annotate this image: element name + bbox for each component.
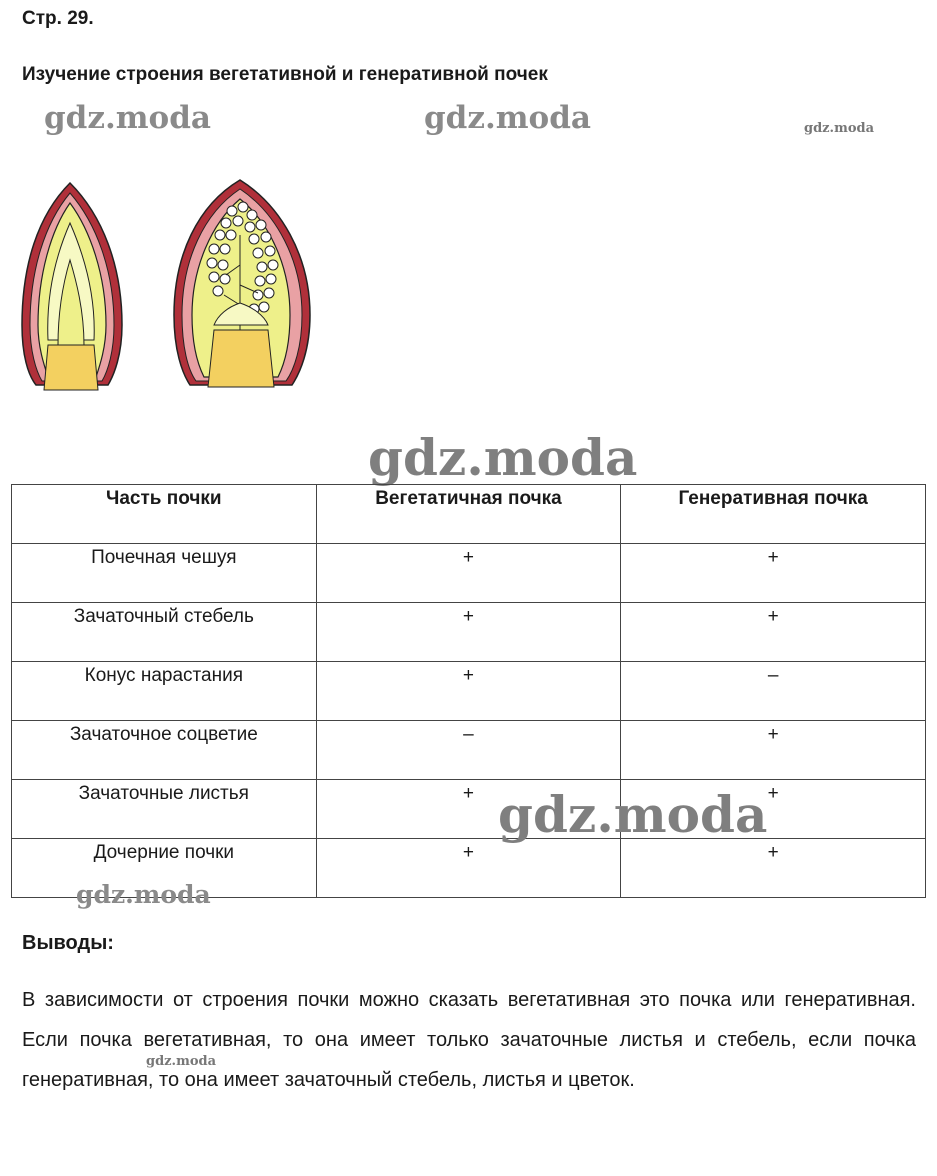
cell-part: Зачаточные листья [12,780,317,839]
generative-bud-section [174,180,310,387]
cell-generative: + [621,544,926,603]
watermark: gdz.moda [76,880,211,909]
table-row [12,544,926,603]
watermark: gdz.moda [498,785,768,844]
cell-part: Зачаточное соцветие [12,721,317,780]
cell-generative: + [621,780,926,839]
cell-part: Конус нарастания [12,662,317,721]
cell-generative: – [621,662,926,721]
watermark: gdz.moda [424,100,591,136]
cell-generative: + [621,603,926,662]
cell-vegetative: – [316,721,621,780]
cell-generative: + [621,839,926,898]
table-row [12,662,926,721]
column-header-generative: Генеративная почка [621,485,926,544]
cell-vegetative: + [316,603,621,662]
conclusions-heading: Выводы: [22,932,114,954]
table-row [12,603,926,662]
cell-part: Дочерние почки [12,839,317,898]
cell-part: Почечная чешуя [12,544,317,603]
column-header-part: Часть почки [12,485,317,544]
watermark: gdz.moda [146,1054,217,1069]
watermark: gdz.moda [804,121,875,136]
vegetative-bud-section [22,183,122,390]
bud-comparison-table [11,484,926,898]
page-title: Изучение строения вегетативной и генеративной почек [22,64,548,85]
table-header-row [12,485,926,544]
conclusions-text: В зависимости от строения почки можно сказать вегетативная это почка или генеративная. Если почка вегетативная, то она имеет только зачаточные листья и стебель, если почка генеративная, то она имеет зачаточный стебель, листья и цветок. [22,989,916,1091]
cell-vegetative: + [316,544,621,603]
page-number: Стр. 29. [22,8,94,29]
cell-vegetative: + [316,780,621,839]
watermark: gdz.moda [368,428,638,487]
table-row [12,780,926,839]
cell-generative: + [621,721,926,780]
watermark: gdz.moda [44,100,211,136]
column-header-vegetative: Вегетатичная почка [316,485,621,544]
bud-illustrations [18,175,348,400]
cell-vegetative: + [316,839,621,898]
table-row [12,721,926,780]
cell-vegetative: + [316,662,621,721]
cell-part: Зачаточный стебель [12,603,317,662]
